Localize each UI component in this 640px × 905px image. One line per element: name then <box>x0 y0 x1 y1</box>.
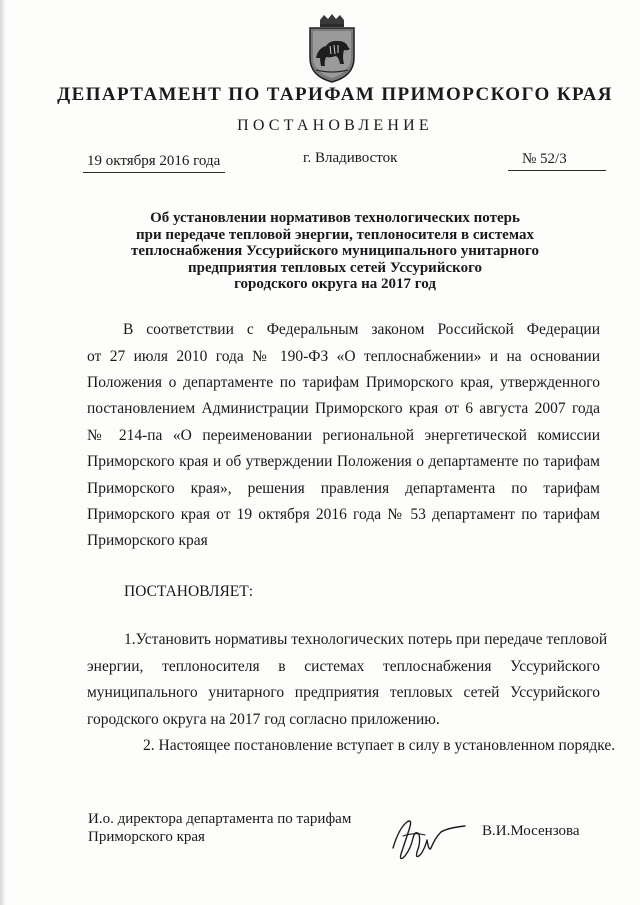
preamble-line: Положения о департаменте по тарифам Приморского края, утвержденного <box>87 374 600 391</box>
preamble-line: от 27 июля 2010 года № 190-ФЗ «О теплоснабжении» и на основании <box>87 348 600 365</box>
preamble-line: № 214-па «О переименовании региональной энергетической комиссии <box>87 427 600 444</box>
subject-line: городского округа на 2017 год <box>234 276 436 292</box>
signatory-title <box>88 810 351 846</box>
handwritten-signature <box>385 808 475 868</box>
preamble-line: постановлением Администрации Приморского края от 6 августа 2007 года <box>87 400 600 417</box>
document-date: 19 октября 2016 года <box>87 153 221 169</box>
document-city: г. Владивосток <box>303 150 398 166</box>
signatory-title-line: Приморского края <box>88 829 205 845</box>
number-underline <box>508 170 606 171</box>
signatory-title-line: И.о. директора департамента по тарифам <box>88 811 352 827</box>
subject-line: предприятия тепловых сетей Уссурийского <box>187 259 483 276</box>
item1-line: муниципального унитарного предприятия тепловых сетей Уссурийского <box>87 684 600 701</box>
document-subject <box>110 210 560 293</box>
preamble-line: Приморского края», решения правления департамента по тарифам <box>87 480 600 497</box>
item1-line: энергии, теплоносителя в системах теплоснабжения Уссурийского <box>87 658 600 675</box>
department-title: ДЕПАРТАМЕНТ ПО ТАРИФАМ ПРИМОРСКОГО КРАЯ <box>57 84 613 105</box>
date-underline <box>83 172 225 173</box>
item2-line: 2. Настоящее постановление вступает в силу в установленном порядке. <box>143 737 616 754</box>
document-type: ПОСТАНОВЛЕНИЕ <box>237 117 433 134</box>
preamble-line: Приморского края от 19 октября 2016 года № 53 департамент по тарифам <box>87 506 600 523</box>
preamble-line: Приморского края и об утверждении Положения о департаменте по тарифам <box>87 453 600 470</box>
signatory-name: В.И.Мосензова <box>482 823 580 839</box>
preamble-line: Приморского края <box>87 532 208 549</box>
decree-word: ПОСТАНОВЛЯЕТ: <box>124 583 254 600</box>
subject-line: при передаче тепловой энергии, теплоносителя в системах <box>136 226 534 243</box>
item1-line: городского округа на 2017 год согласно приложению. <box>87 711 440 728</box>
scan-edge-shadow <box>0 0 6 905</box>
item1-line: 1.Установить нормативы технологических потерь при передаче тепловой <box>124 631 608 648</box>
document-number: № 52/3 <box>522 151 567 167</box>
preamble-line: В соответствии с Федеральным законом Российской Федерации <box>123 321 600 338</box>
coat-of-arms-icon <box>300 14 364 84</box>
subject-line: Об установлении нормативов технологических потерь <box>150 210 520 226</box>
subject-line: теплоснабжения Уссурийского муниципального унитарного <box>131 243 539 259</box>
